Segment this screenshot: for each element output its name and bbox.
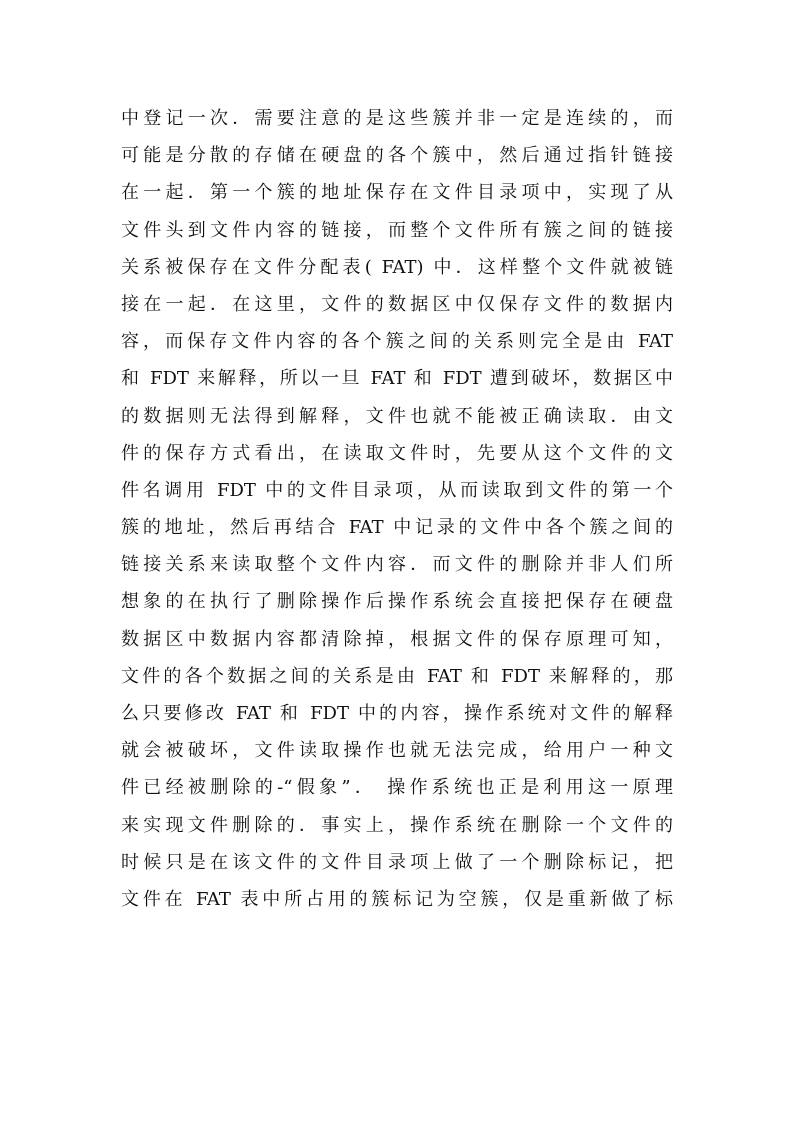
text-line: 接在一起．在这里，文件的数据区中仅保存文件的数据内 [121,293,673,315]
text-line: 簇的地址，然后再结合 FAT 中记录的文件中各个簇之间的 [121,517,673,539]
text-line: 链接关系来读取整个文件内容．而文件的删除并非人们所 [121,554,673,576]
text-line: 可能是分散的存储在硬盘的各个簇中，然后通过指针链接 [121,145,673,167]
text-line: 件的保存方式看出，在读取文件时，先要从这个文件的文 [121,442,673,464]
text-line: 想象的在执行了删除操作后操作系统会直接把保存在硬盘 [121,591,673,613]
text-line: 么只要修改 FAT 和 FDT 中的内容，操作系统对文件的解释 [121,703,673,724]
text-line: 来实现文件删除的．事实上，操作系统在删除一个文件的 [121,814,673,836]
text-line: 时候只是在该文件的文件目录项上做了一个删除标记，把 [121,851,673,873]
text-line: 件名调用 FDT 中的文件目录项，从而读取到文件的第一个 [121,479,673,501]
text-line: 数据区中数据内容都清除掉，根据文件的保存原理可知， [121,628,673,650]
text-line: 就会被破坏，文件读取操作也就无法完成，给用户一种文 [121,740,673,762]
text-line: 文件头到文件内容的链接，而整个文件所有簇之间的链接 [121,219,673,241]
text-line: 容，而保存文件内容的各个簇之间的关系则完全是由 FAT [121,331,673,353]
body-text [121,100,673,918]
text-line: 和 FDT 来解释，所以一旦 FAT 和 FDT 遭到破坏，数据区中 [121,368,673,390]
text-line: 关系被保存在文件分配表( FAT) 中．这样整个文件就被链 [121,256,673,278]
text-line: 文件在 FAT 表中所占用的簇标记为空簇，仅是重新做了标 [121,888,673,910]
text-line: 在一起．第一个簇的地址保存在文件目录项中，实现了从 [121,182,673,204]
text-line: 件已经被删除的-“假象”． 操作系统也正是利用这一原理 [121,777,673,799]
text-line: 中登记一次．需要注意的是这些簇并非一定是连续的，而 [121,108,673,129]
text-line: 文件的各个数据之间的关系是由 FAT 和 FDT 来解释的，那 [121,665,673,687]
text-line: 的数据则无法得到解释，文件也就不能被正确读取．由文 [121,405,673,427]
